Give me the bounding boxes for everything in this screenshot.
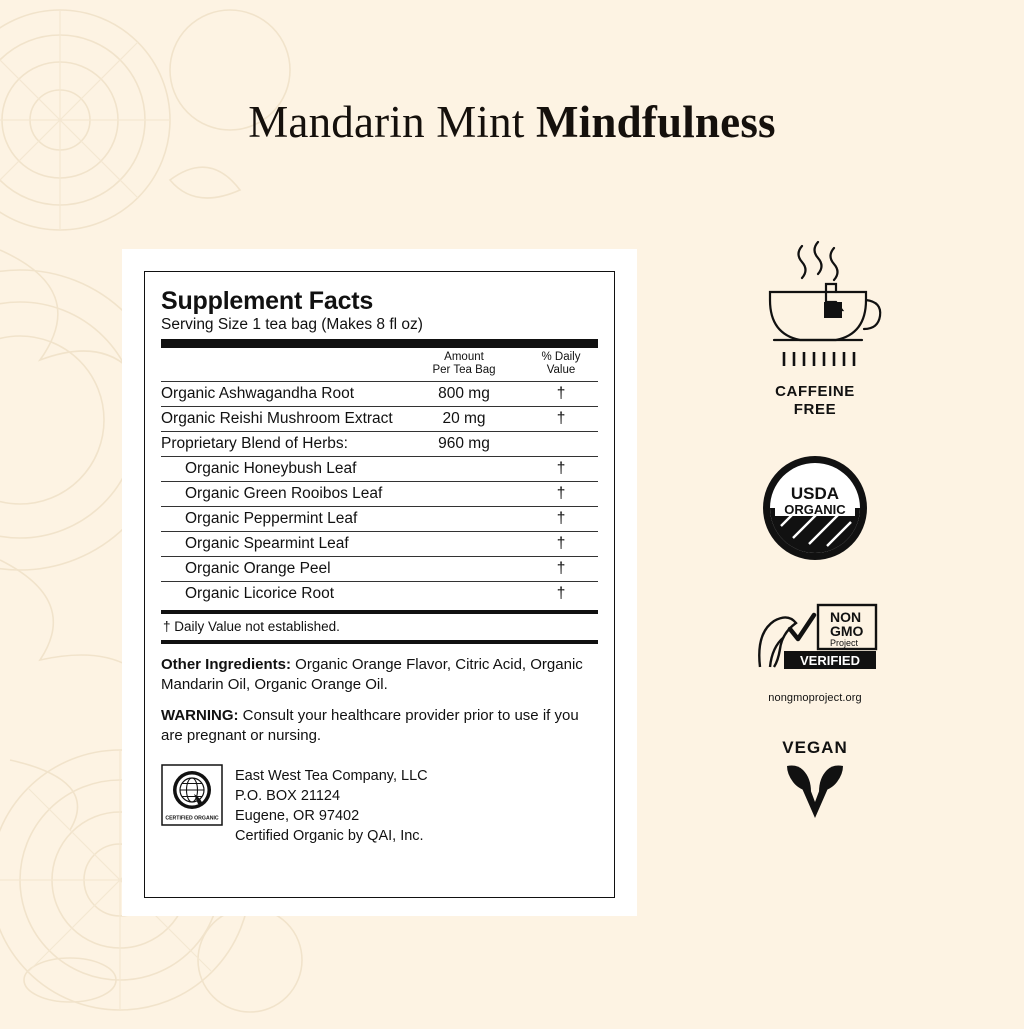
caffeine-free-line2: FREE <box>793 401 837 419</box>
project-text: Project <box>830 637 859 648</box>
other-ingredients-label: Other Ingredients: <box>161 656 292 673</box>
supplement-facts-table <box>161 348 598 606</box>
table-row <box>161 382 598 407</box>
row-amount <box>404 482 524 507</box>
header-dv-line2: Value <box>546 364 576 377</box>
header-dv-line1: % Daily <box>541 351 581 364</box>
warning-text: Consult your healthcare provider prior to use if you are pregnant or nursing. <box>161 706 579 744</box>
non-text: NON <box>830 608 862 625</box>
other-ingredients-text: Organic Orange Flavor, Citric Acid, Organic Mandarin Oil, Organic Orange Oil. <box>161 656 583 693</box>
row-name: Proprietary Blend of Herbs: <box>161 432 404 457</box>
table-header-row <box>161 348 598 381</box>
row-daily-value <box>524 432 598 457</box>
address-line: East West Tea Company, LLC <box>235 767 428 784</box>
row-name: Organic Licorice Root <box>161 582 404 607</box>
teacup-icon <box>740 230 890 370</box>
caffeine-free-caption <box>700 383 930 420</box>
vegan-block <box>700 738 930 827</box>
row-daily-value: † <box>524 457 598 482</box>
row-name: Organic Peppermint Leaf <box>161 507 404 532</box>
row-name: Organic Green Rooibos Leaf <box>161 482 404 507</box>
address-line: P.O. BOX 21124 <box>235 787 341 804</box>
divider-medium-bottom <box>161 640 598 644</box>
certification-icon-column <box>700 230 930 861</box>
non-gmo-block <box>700 601 930 704</box>
row-amount <box>404 457 524 482</box>
row-daily-value: † <box>524 557 598 582</box>
divider-thick-top <box>161 339 598 348</box>
row-amount <box>404 507 524 532</box>
supplement-facts-border <box>144 271 615 898</box>
non-gmo-url: nongmoproject.org <box>768 691 862 704</box>
page-title-bold: Mindfulness <box>535 97 776 147</box>
row-name: Organic Reishi Mushroom Extract <box>161 407 404 432</box>
header-daily-value <box>524 348 598 381</box>
address-line: Certified Organic by QAI, Inc. <box>235 827 424 844</box>
row-amount: 960 mg <box>404 432 524 457</box>
non-gmo-project-verified-icon <box>750 601 880 683</box>
header-blank <box>161 348 404 381</box>
row-daily-value: † <box>524 407 598 432</box>
usda-text: USDA <box>790 483 840 503</box>
row-amount <box>404 557 524 582</box>
caffeine-free-line1: CAFFEINE <box>775 383 855 400</box>
manufacturer-address <box>235 764 428 846</box>
row-daily-value: † <box>524 582 598 607</box>
supplement-facts-panel <box>122 249 637 916</box>
row-amount <box>404 582 524 607</box>
usda-organic-block <box>700 454 930 567</box>
warning-statement <box>161 706 598 746</box>
vegan-caption: VEGAN <box>782 737 848 757</box>
header-amount <box>404 348 524 381</box>
supplement-facts-heading: Supplement Facts <box>161 287 374 315</box>
row-amount: 20 mg <box>404 407 524 432</box>
row-name: Organic Spearmint Leaf <box>161 532 404 557</box>
verified-text: VERIFIED <box>800 652 860 668</box>
svg-text:CERTIFIED ORGANIC: CERTIFIED ORGANIC <box>165 815 219 822</box>
row-name: Organic Ashwagandha Root <box>161 382 404 407</box>
other-ingredients <box>161 655 598 695</box>
table-row <box>161 582 598 607</box>
warning-label: WARNING: <box>161 706 239 724</box>
row-daily-value: † <box>524 482 598 507</box>
vegan-icon <box>779 762 851 822</box>
table-row <box>161 457 598 482</box>
usda-organic-seal-icon <box>761 454 869 562</box>
table-row <box>161 507 598 532</box>
page-title <box>0 96 1024 148</box>
serving-size: Serving Size 1 tea bag (Makes 8 fl oz) <box>161 316 423 334</box>
header-amount-line1: Amount <box>444 351 484 364</box>
row-daily-value: † <box>524 507 598 532</box>
table-row <box>161 532 598 557</box>
manufacturer-block <box>161 764 598 846</box>
header-amount-line2: Per Tea Bag <box>432 364 496 377</box>
gmo-text: GMO <box>830 622 864 639</box>
table-row <box>161 557 598 582</box>
table-row <box>161 407 598 432</box>
daily-value-footnote: † Daily Value not established. <box>163 619 340 634</box>
table-row <box>161 432 598 457</box>
row-daily-value: † <box>524 382 598 407</box>
row-amount <box>404 532 524 557</box>
row-name: Organic Orange Peel <box>161 557 404 582</box>
page-title-light: Mandarin Mint <box>248 97 536 147</box>
organic-text: ORGANIC <box>784 501 846 517</box>
row-amount: 800 mg <box>404 382 524 407</box>
caffeine-free-block <box>700 230 930 420</box>
row-daily-value: † <box>524 532 598 557</box>
address-line: Eugene, OR 97402 <box>235 807 360 824</box>
table-row <box>161 482 598 507</box>
row-name: Organic Honeybush Leaf <box>161 457 404 482</box>
qai-certified-organic-seal-icon <box>161 764 223 826</box>
